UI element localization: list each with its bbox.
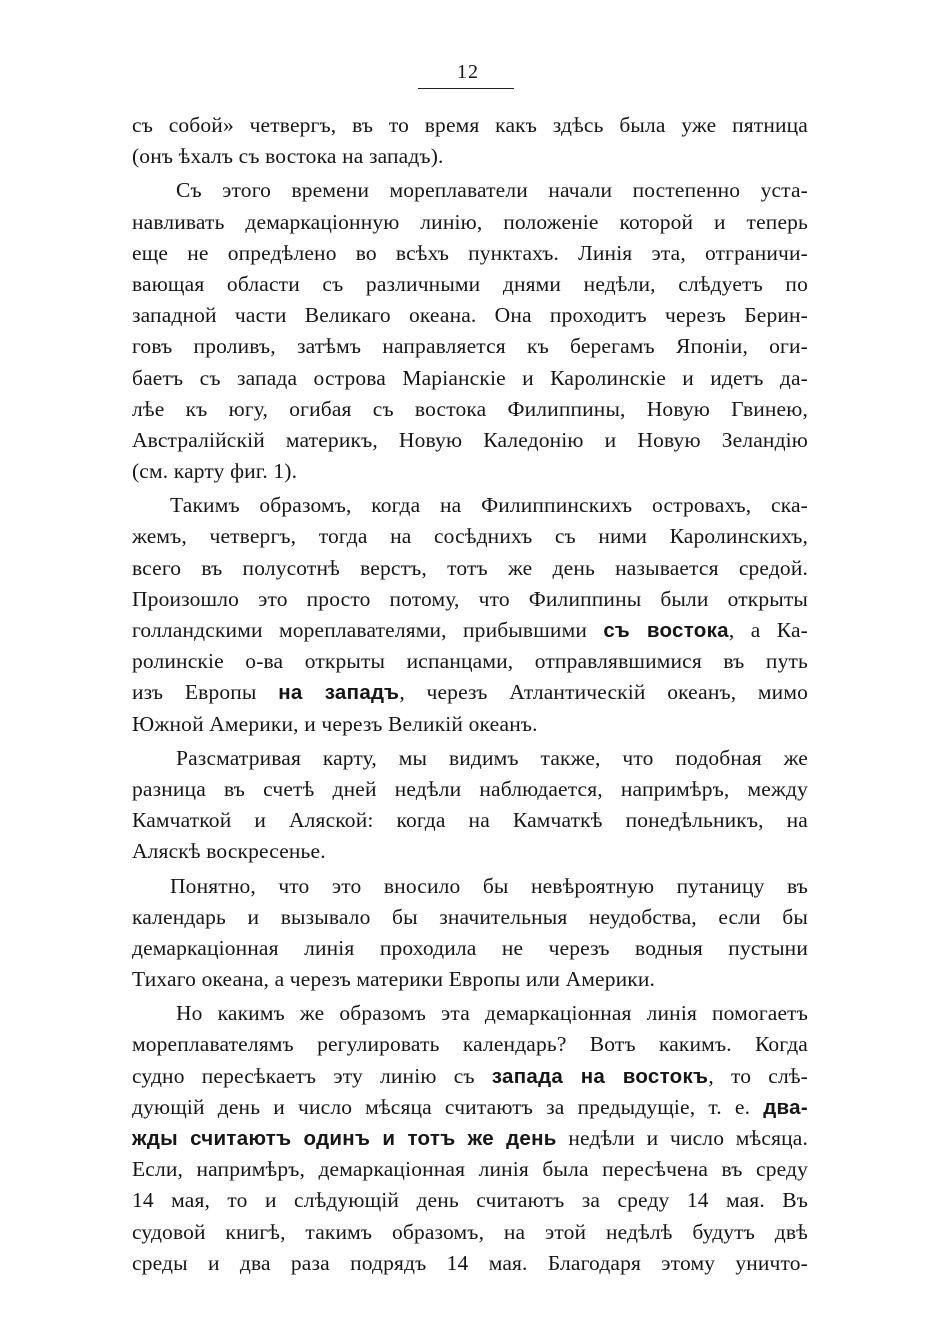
text-line: Такимъ образомъ, когда на Филиппинскихъ островахъ, ска- (170, 493, 808, 518)
text-line: Понятно, что это вносило бы невѣроятную путаницу въ (170, 873, 808, 898)
text-line: Тихаго океана, а черезъ материки Европы или Америки. (132, 967, 656, 992)
header-rule (418, 88, 514, 89)
emphasis-text: два- (763, 1095, 808, 1119)
text-line: судно пересѣкаетъ эту линію съ запада на востокъ, то слѣ- (132, 1063, 808, 1088)
text-line: Аляскѣ воскресенье. (132, 839, 326, 864)
paragraph (132, 998, 808, 1279)
text-line: Но какимъ же образомъ эта демаркаціонная линія помогаетъ (176, 1001, 808, 1026)
text-line: мореплавателямъ регулировать календарь? Вотъ какимъ. Когда (132, 1032, 808, 1057)
text-line: голландскими мореплавателями, прибывшими съ востока, а Ка- (132, 618, 808, 642)
text-line: навливать демаркаціонную линію, положеніе которой и теперь (132, 209, 808, 234)
text-line: (см. карту фиг. 1). (132, 459, 298, 484)
text-line: изъ Европы на западъ, черезъ Атлантическій океанъ, мимо (132, 680, 808, 705)
text-line: Австралійскій материкъ, Новую Каледонію и Новую Зеландію (132, 427, 808, 452)
body-text (132, 110, 808, 1279)
text-line: 14 мая, то и слѣдующій день считаютъ за среду 14 мая. Въ (132, 1188, 808, 1213)
text-line: съ собой» четвергъ, въ то время какъ здѣсь была уже пятница (132, 113, 808, 137)
text-line: календарь и вызывало бы значительныя неудобства, если бы (132, 904, 808, 929)
text-line: Разсматривая карту, мы видимъ также, что подобная же (176, 745, 808, 770)
paragraph (132, 175, 808, 487)
text-line: Произошло это просто потому, что Филиппины были открыты (132, 586, 808, 611)
paragraph (132, 110, 808, 172)
emphasis-text: запада на востокъ (491, 1064, 709, 1088)
emphasis-text: на западъ (278, 681, 400, 705)
text-line: вающая области съ различными днями недѣли, слѣдуетъ по (132, 271, 808, 296)
paragraph (132, 743, 808, 868)
emphasis-text: съ востока (603, 619, 729, 642)
text-line: (онъ ѣхалъ съ востока на западъ). (132, 144, 444, 169)
text-line: жемъ, четвергъ, тогда на сосѣднихъ съ ними Каролинскихъ, (132, 524, 808, 549)
text-line: баетъ съ запада острова Маріанскіе и Каролинскіе и идетъ да- (132, 365, 808, 390)
text-line: демаркаціонная линія проходила не черезъ водныя пустыни (132, 935, 808, 960)
text-line: Если, напримѣръ, демаркаціонная линія была пересѣчена въ среду (132, 1157, 808, 1182)
text-line: лѣе къ югу, огибая съ востока Филиппины, Новую Гвинею, (132, 396, 808, 421)
text-line: еще не опредѣлено во всѣхъ пунктахъ. Линія эта, отграничи- (132, 240, 808, 265)
text-line: Камчаткой и Аляской: когда на Камчаткѣ понедѣльникъ, на (132, 808, 808, 833)
text-line: ролинскіе о-ва открыты испанцами, отправлявшимися въ путь (132, 649, 808, 674)
page-number: 12 (457, 61, 479, 83)
emphasis-text: жды считаютъ одинъ и тотъ же день (132, 1127, 557, 1150)
paragraph (132, 871, 808, 996)
text-line: западной части Великаго океана. Она проходитъ черезъ Берин- (132, 303, 808, 328)
text-line: всего въ полусотнѣ верстъ, тотъ же день называется средой. (132, 555, 808, 580)
text-line: жды считаютъ одинъ и тотъ же день недѣли и число мѣсяца. (132, 1126, 808, 1150)
text-line: среды и два раза подрядъ 14 мая. Благодаря этому уничто- (132, 1250, 808, 1275)
text-line: Съ этого времени мореплаватели начали постепенно уста- (176, 178, 808, 203)
text-line: дующій день и число мѣсяца считаютъ за предыдущіе, т. е. два- (132, 1094, 808, 1119)
paragraph (132, 490, 808, 740)
text-line: говъ проливъ, затѣмъ направляется къ берегамъ Японіи, оги- (132, 334, 808, 359)
text-line: разница въ счетѣ дней недѣли наблюдается, напримѣръ, между (132, 776, 808, 801)
text-line: Южной Америки, и черезъ Великій океанъ. (132, 711, 538, 736)
text-line: судовой книгѣ, такимъ образомъ, на этой недѣлѣ будутъ двѣ (132, 1219, 808, 1244)
